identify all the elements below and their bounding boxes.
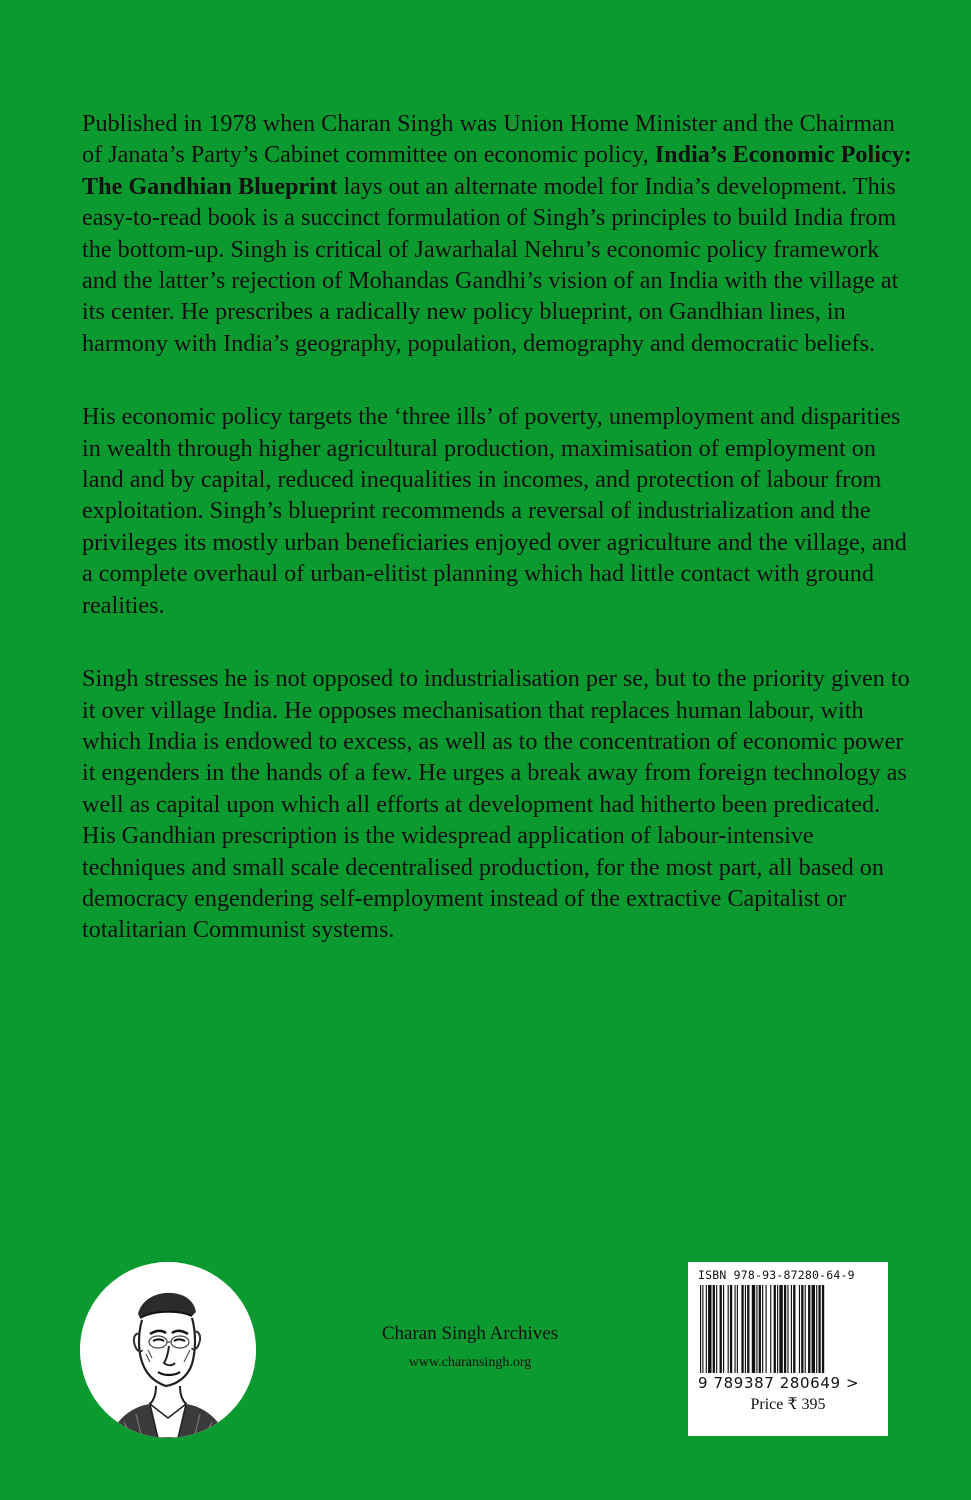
barcode-bar xyxy=(822,1285,824,1373)
barcode-bar xyxy=(708,1285,711,1373)
barcode-bar xyxy=(784,1285,786,1373)
barcode-bar xyxy=(770,1285,771,1373)
barcode-bar xyxy=(777,1285,778,1373)
blurb-paragraph-2: His economic policy targets the ‘three ills’ of poverty, unemployment and disparities in wealth through higher agricultural production, maximisation of employment on land and by capital, reduced inequalities in incomes, and protection of labour from exploitation. Singh’s blueprint recommends a reversal of industrialization and the privileges its mostly urban beneficiaries enjoyed over agriculture and the village, and a complete overhaul of urban-elitist planning which had little contact with ground realities. xyxy=(82,403,907,619)
price-label: Price ₹ 395 xyxy=(750,1396,826,1413)
barcode-bar xyxy=(728,1285,729,1373)
publisher-block xyxy=(340,1322,600,1372)
blurb-paragraph-1-intro: Published in 1978 when Charan Singh was Union Home Minister and the Chairman of Janata’s Party’s Cabinet committee on economic policy, xyxy=(82,110,895,169)
barcode-bar xyxy=(812,1285,815,1373)
barcode-bar xyxy=(793,1285,795,1373)
blurb-paragraph-1-rest: lays out an alternate model for India’s development. This easy-to-read book is a succinct formulation of Singh’s principles to build India from the bottom-up. Singh is critical of Jawarhalal Nehru’s economic policy framework and the latter’s rejection of Mohandas Gandhi’s vision of an India with the village at its center. He prescribes a radically new policy blueprint, on Gandhian lines, in harmony with India’s geography, population, demography and democratic beliefs. xyxy=(82,172,899,357)
barcode-bar xyxy=(766,1285,767,1373)
portrait-icon xyxy=(80,1262,256,1438)
barcode-bar xyxy=(756,1285,757,1373)
barcode-bar xyxy=(700,1285,701,1373)
barcode-bar xyxy=(752,1285,755,1373)
portrait-medallion xyxy=(80,1262,256,1438)
barcode-bar xyxy=(759,1285,761,1373)
barcode-bar xyxy=(791,1285,792,1373)
barcode-bar xyxy=(735,1285,736,1373)
barcode-bar xyxy=(762,1285,763,1373)
barcode-bar xyxy=(779,1285,782,1373)
barcode-bar xyxy=(787,1285,788,1373)
barcode-bar xyxy=(745,1285,746,1373)
barcode-bar xyxy=(801,1285,803,1373)
barcode-digits: 9 789387 280649 > xyxy=(698,1374,860,1392)
barcode-bar xyxy=(720,1285,722,1373)
barcode-box xyxy=(688,1262,888,1436)
barcode-bar xyxy=(747,1285,749,1373)
blurb xyxy=(82,108,912,988)
isbn-label: ISBN 978-93-87280-64-9 xyxy=(698,1268,855,1282)
barcode-bar xyxy=(805,1285,806,1373)
barcode-icon xyxy=(698,1285,878,1373)
barcode-bar xyxy=(730,1285,732,1373)
blurb-paragraph-1 xyxy=(82,108,912,359)
barcode-bar xyxy=(774,1285,776,1373)
publisher-url: www.charansingh.org xyxy=(408,1355,532,1370)
barcode-bar xyxy=(713,1285,715,1373)
barcode-bar xyxy=(808,1285,810,1373)
book-title: India’s Economic Policy: The Gandhian Blueprint xyxy=(82,141,912,200)
barcode-bar xyxy=(816,1285,817,1373)
blurb-paragraph-3: Singh stresses he is not opposed to industrialisation per se, but to the priority given to it over village India. He opposes mechanisation that replaces human labour, with which India is endowed to excess, as well as to the concentration of economic power it engenders in the hands of a few. He urges a break away from foreign technology as well as capital upon which all efforts at development had hitherto been predicated. His Gandhian prescription is the widespread application of labour-intensive techniques and small scale decentralised production, for the most part, all based on democracy engendering self-employment instead of the extractive Capitalist or totalitarian Communist systems. xyxy=(82,665,910,944)
barcode-bar xyxy=(741,1285,743,1373)
publisher-name: Charan Singh Archives xyxy=(381,1323,559,1344)
barcode-bar xyxy=(716,1285,717,1373)
barcode-bar xyxy=(723,1285,724,1373)
barcode-bar xyxy=(706,1285,707,1373)
barcode-bar xyxy=(818,1285,820,1373)
barcode-bar xyxy=(737,1285,738,1373)
barcode-bar xyxy=(799,1285,800,1373)
barcode-bar xyxy=(702,1285,703,1373)
